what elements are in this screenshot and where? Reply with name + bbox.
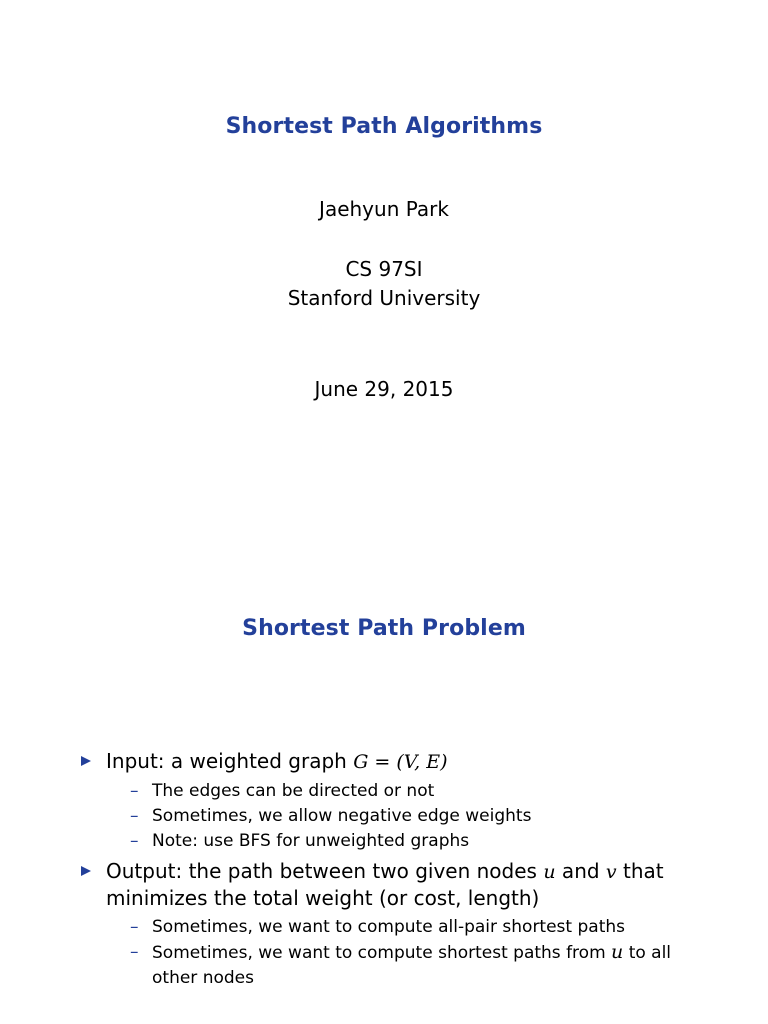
course-code: CS 97SI xyxy=(345,257,423,281)
sub-bullet-list xyxy=(0,915,768,991)
triangle-right-icon xyxy=(81,866,91,876)
bullet-item-output xyxy=(0,858,768,991)
bullet-list xyxy=(0,748,768,995)
dash-icon: – xyxy=(130,781,139,801)
dash-icon: – xyxy=(130,806,139,826)
sub-bullet-item: – Sometimes, we allow negative edge weights xyxy=(0,804,768,829)
university-name: Stanford University xyxy=(287,286,481,310)
slide-title: Shortest Path Problem xyxy=(242,616,526,641)
bullet-text: Input: a weighted graph G = (V, E) xyxy=(106,749,448,773)
bullet-item-input xyxy=(0,748,768,854)
math-expression: G = (V, E) xyxy=(353,751,448,773)
presentation-date: June 29, 2015 xyxy=(314,377,454,401)
bullet-text: Output: the path between two given nodes u and v that minimizes the total weight (or cost, length) xyxy=(106,859,664,910)
author-name: Jaehyun Park xyxy=(319,197,449,221)
sub-bullet-item: – Sometimes, we want to compute shortest paths from u to all other nodes xyxy=(130,941,672,988)
dash-icon: – xyxy=(130,942,139,962)
math-variable-v: v xyxy=(605,861,617,883)
math-variable-u: u xyxy=(543,861,556,883)
slide-shortest-path-problem xyxy=(0,512,768,1024)
triangle-right-icon xyxy=(81,756,91,766)
dash-icon: – xyxy=(130,917,139,937)
sub-bullet-list xyxy=(0,779,768,854)
sub-bullet-item: – Sometimes, we want to compute all-pair shortest paths xyxy=(0,915,768,940)
sub-bullet-item: – The edges can be directed or not xyxy=(0,779,768,804)
math-variable-u: u xyxy=(611,941,624,963)
presentation-title: Shortest Path Algorithms xyxy=(225,114,543,139)
dash-icon: – xyxy=(130,831,139,851)
sub-bullet-item: – Note: use BFS for unweighted graphs xyxy=(0,829,768,854)
